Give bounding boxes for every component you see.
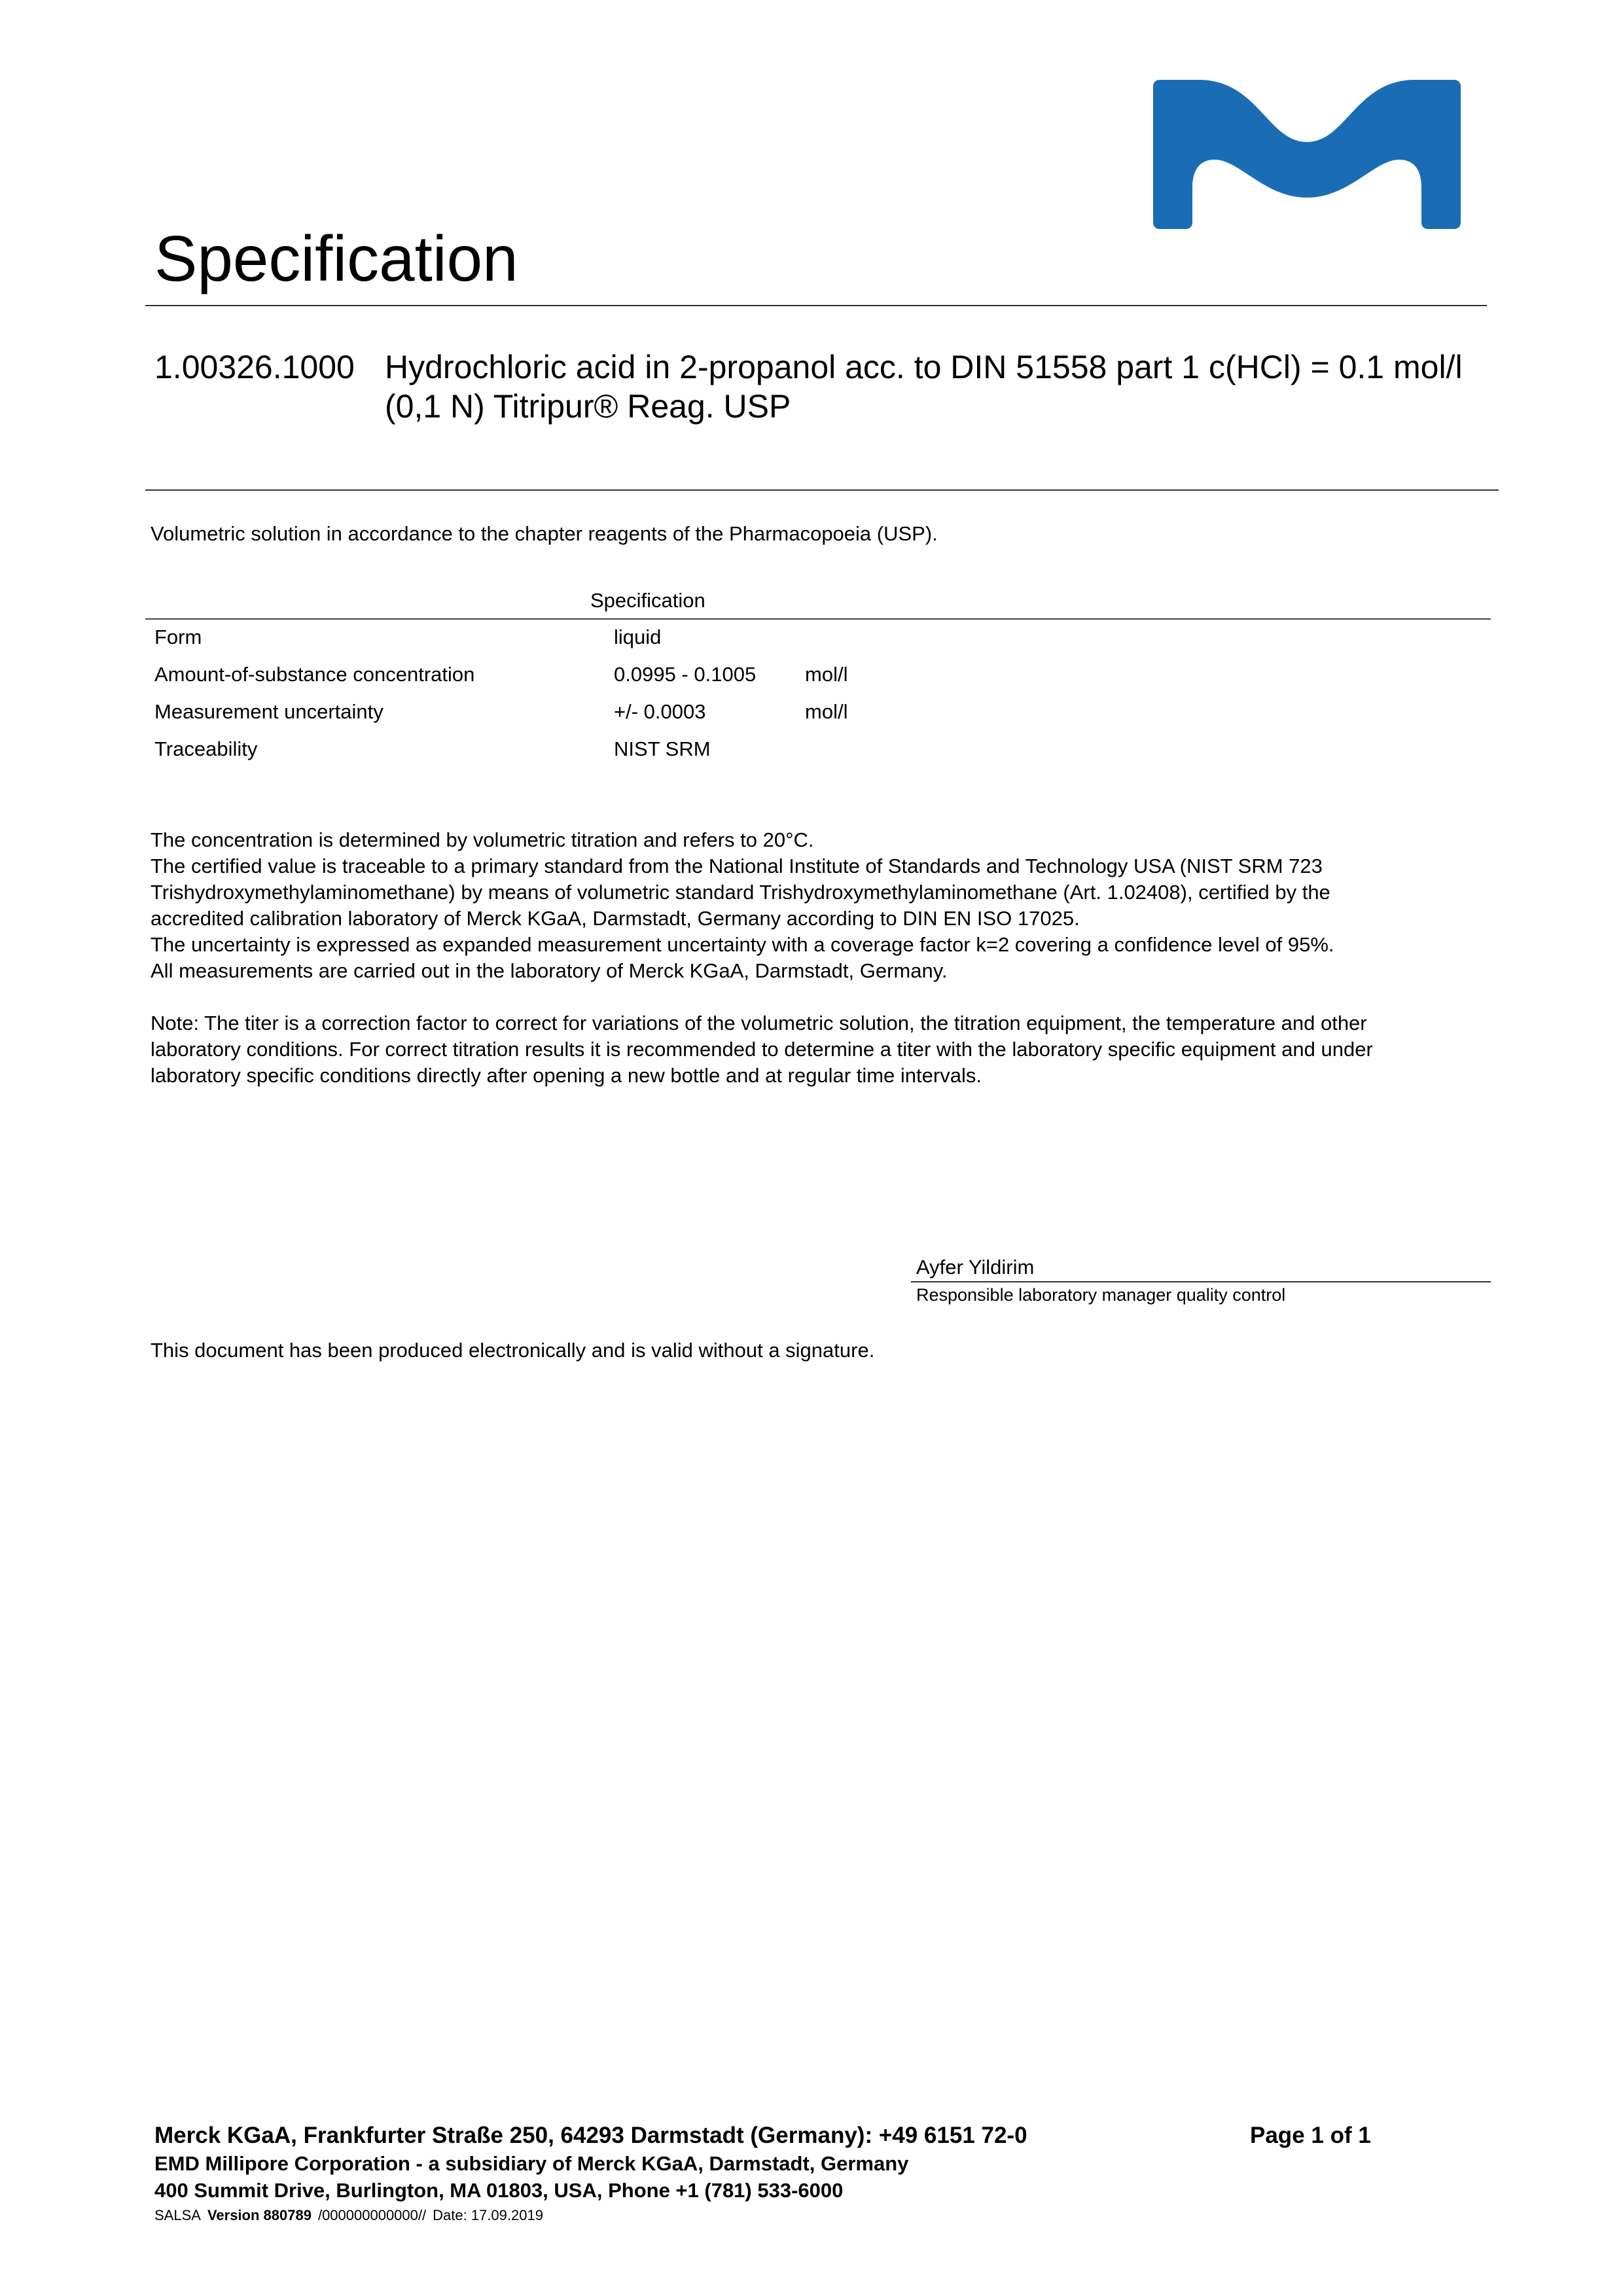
footer-meta: [154, 2206, 550, 2225]
spec-row-form: [154, 624, 940, 662]
spec-parameter: Measurement uncertainty: [154, 700, 383, 723]
signatory-name: Ayfer Yildirim: [916, 1256, 1035, 1279]
notes-line: The concentration is determined by volumetric titration and refers to 20°C.: [151, 828, 814, 851]
notes-line: The uncertainty is expressed as expanded measurement uncertainty with a coverage factor k=2 covering a confidence level of 95%.: [151, 933, 1334, 956]
spec-value: 0.0995 - 0.1005: [614, 663, 757, 686]
notes-line: accredited calibration laboratory of Merck KGaA, Darmstadt, Germany according to DIN EN ISO 17025.: [151, 907, 1080, 930]
product-name-line-2: (0,1 N) Titripur® Reag. USP: [385, 388, 791, 425]
spec-parameter: Traceability: [154, 737, 258, 760]
document-title: Specification: [154, 222, 518, 294]
spec-value: NIST SRM: [614, 737, 711, 760]
spec-table-header-rule: [145, 618, 1491, 620]
note-line: laboratory conditions. For correct titration results it is recommended to determine a titer with the laboratory specific equipment and under: [151, 1038, 1373, 1061]
product-number: 1.00326.1000: [154, 349, 355, 385]
product-name-line-1: Hydrochloric acid in 2-propanol acc. to DIN 51558 part 1 c(HCl) = 0.1 mol/l: [385, 349, 1463, 385]
spec-table-header: Specification: [590, 589, 705, 612]
spec-row-concentration: [154, 662, 940, 699]
notes-line: The certified value is traceable to a primary standard from the National Institute of Standards and Technology USA (NIST SRM 723: [151, 855, 1323, 877]
spec-unit: mol/l: [805, 663, 848, 686]
spec-parameter: Amount-of-substance concentration: [154, 663, 475, 686]
note-line: laboratory specific conditions directly after opening a new bottle and at regular time intervals.: [151, 1064, 982, 1087]
notes-line: Trishydroxymethylaminomethane) by means of volumetric standard Trishydroxymethylaminomethane (Art. 1.02408), certified by the: [151, 881, 1330, 904]
signature-rule: [911, 1281, 1491, 1282]
merck-m-logo-icon: [1153, 80, 1461, 229]
spec-value: liquid: [614, 626, 662, 648]
spec-table: [154, 624, 940, 773]
footer-us-address: 400 Summit Drive, Burlington, MA 01803, USA, Phone +1 (781) 533-6000: [154, 2179, 844, 2202]
footer-code: /000000000000//: [317, 2207, 427, 2223]
spec-value: +/- 0.0003: [614, 700, 706, 723]
footer-subsidiary: EMD Millipore Corporation - a subsidiary of Merck KGaA, Darmstadt, Germany: [154, 2152, 909, 2175]
product-divider: [145, 489, 1499, 491]
footer-system: SALSA: [154, 2207, 201, 2223]
footer-version: Version 880789: [207, 2207, 312, 2223]
footer-date: Date: 17.09.2019: [433, 2207, 543, 2223]
intro-text: Volumetric solution in accordance to the chapter reagents of the Pharmacopoeia (USP).: [151, 522, 938, 545]
signatory-role: Responsible laboratory manager quality control: [916, 1285, 1286, 1305]
spec-row-uncertainty: [154, 699, 940, 736]
product-name: [385, 347, 1491, 426]
notes-line: All measurements are carried out in the laboratory of Merck KGaA, Darmstadt, Germany.: [151, 959, 948, 982]
notes-spacer: [151, 984, 1505, 1010]
note-line: Note: The titer is a correction factor to correct for variations of the volumetric solution, the titration equipment, the temperature and other: [151, 1012, 1367, 1034]
notes-section: [151, 827, 1505, 1089]
spec-row-traceability: [154, 736, 940, 773]
footer-company-address: Merck KGaA, Frankfurter Straße 250, 64293 Darmstadt (Germany): +49 6151 72-0: [154, 2123, 1027, 2148]
footer-page-number: Page 1 of 1: [1250, 2123, 1371, 2148]
spec-unit: mol/l: [805, 700, 848, 723]
spec-parameter: Form: [154, 626, 202, 648]
title-divider: [145, 305, 1487, 306]
electronic-notice: This document has been produced electronically and is valid without a signature.: [151, 1339, 875, 1362]
